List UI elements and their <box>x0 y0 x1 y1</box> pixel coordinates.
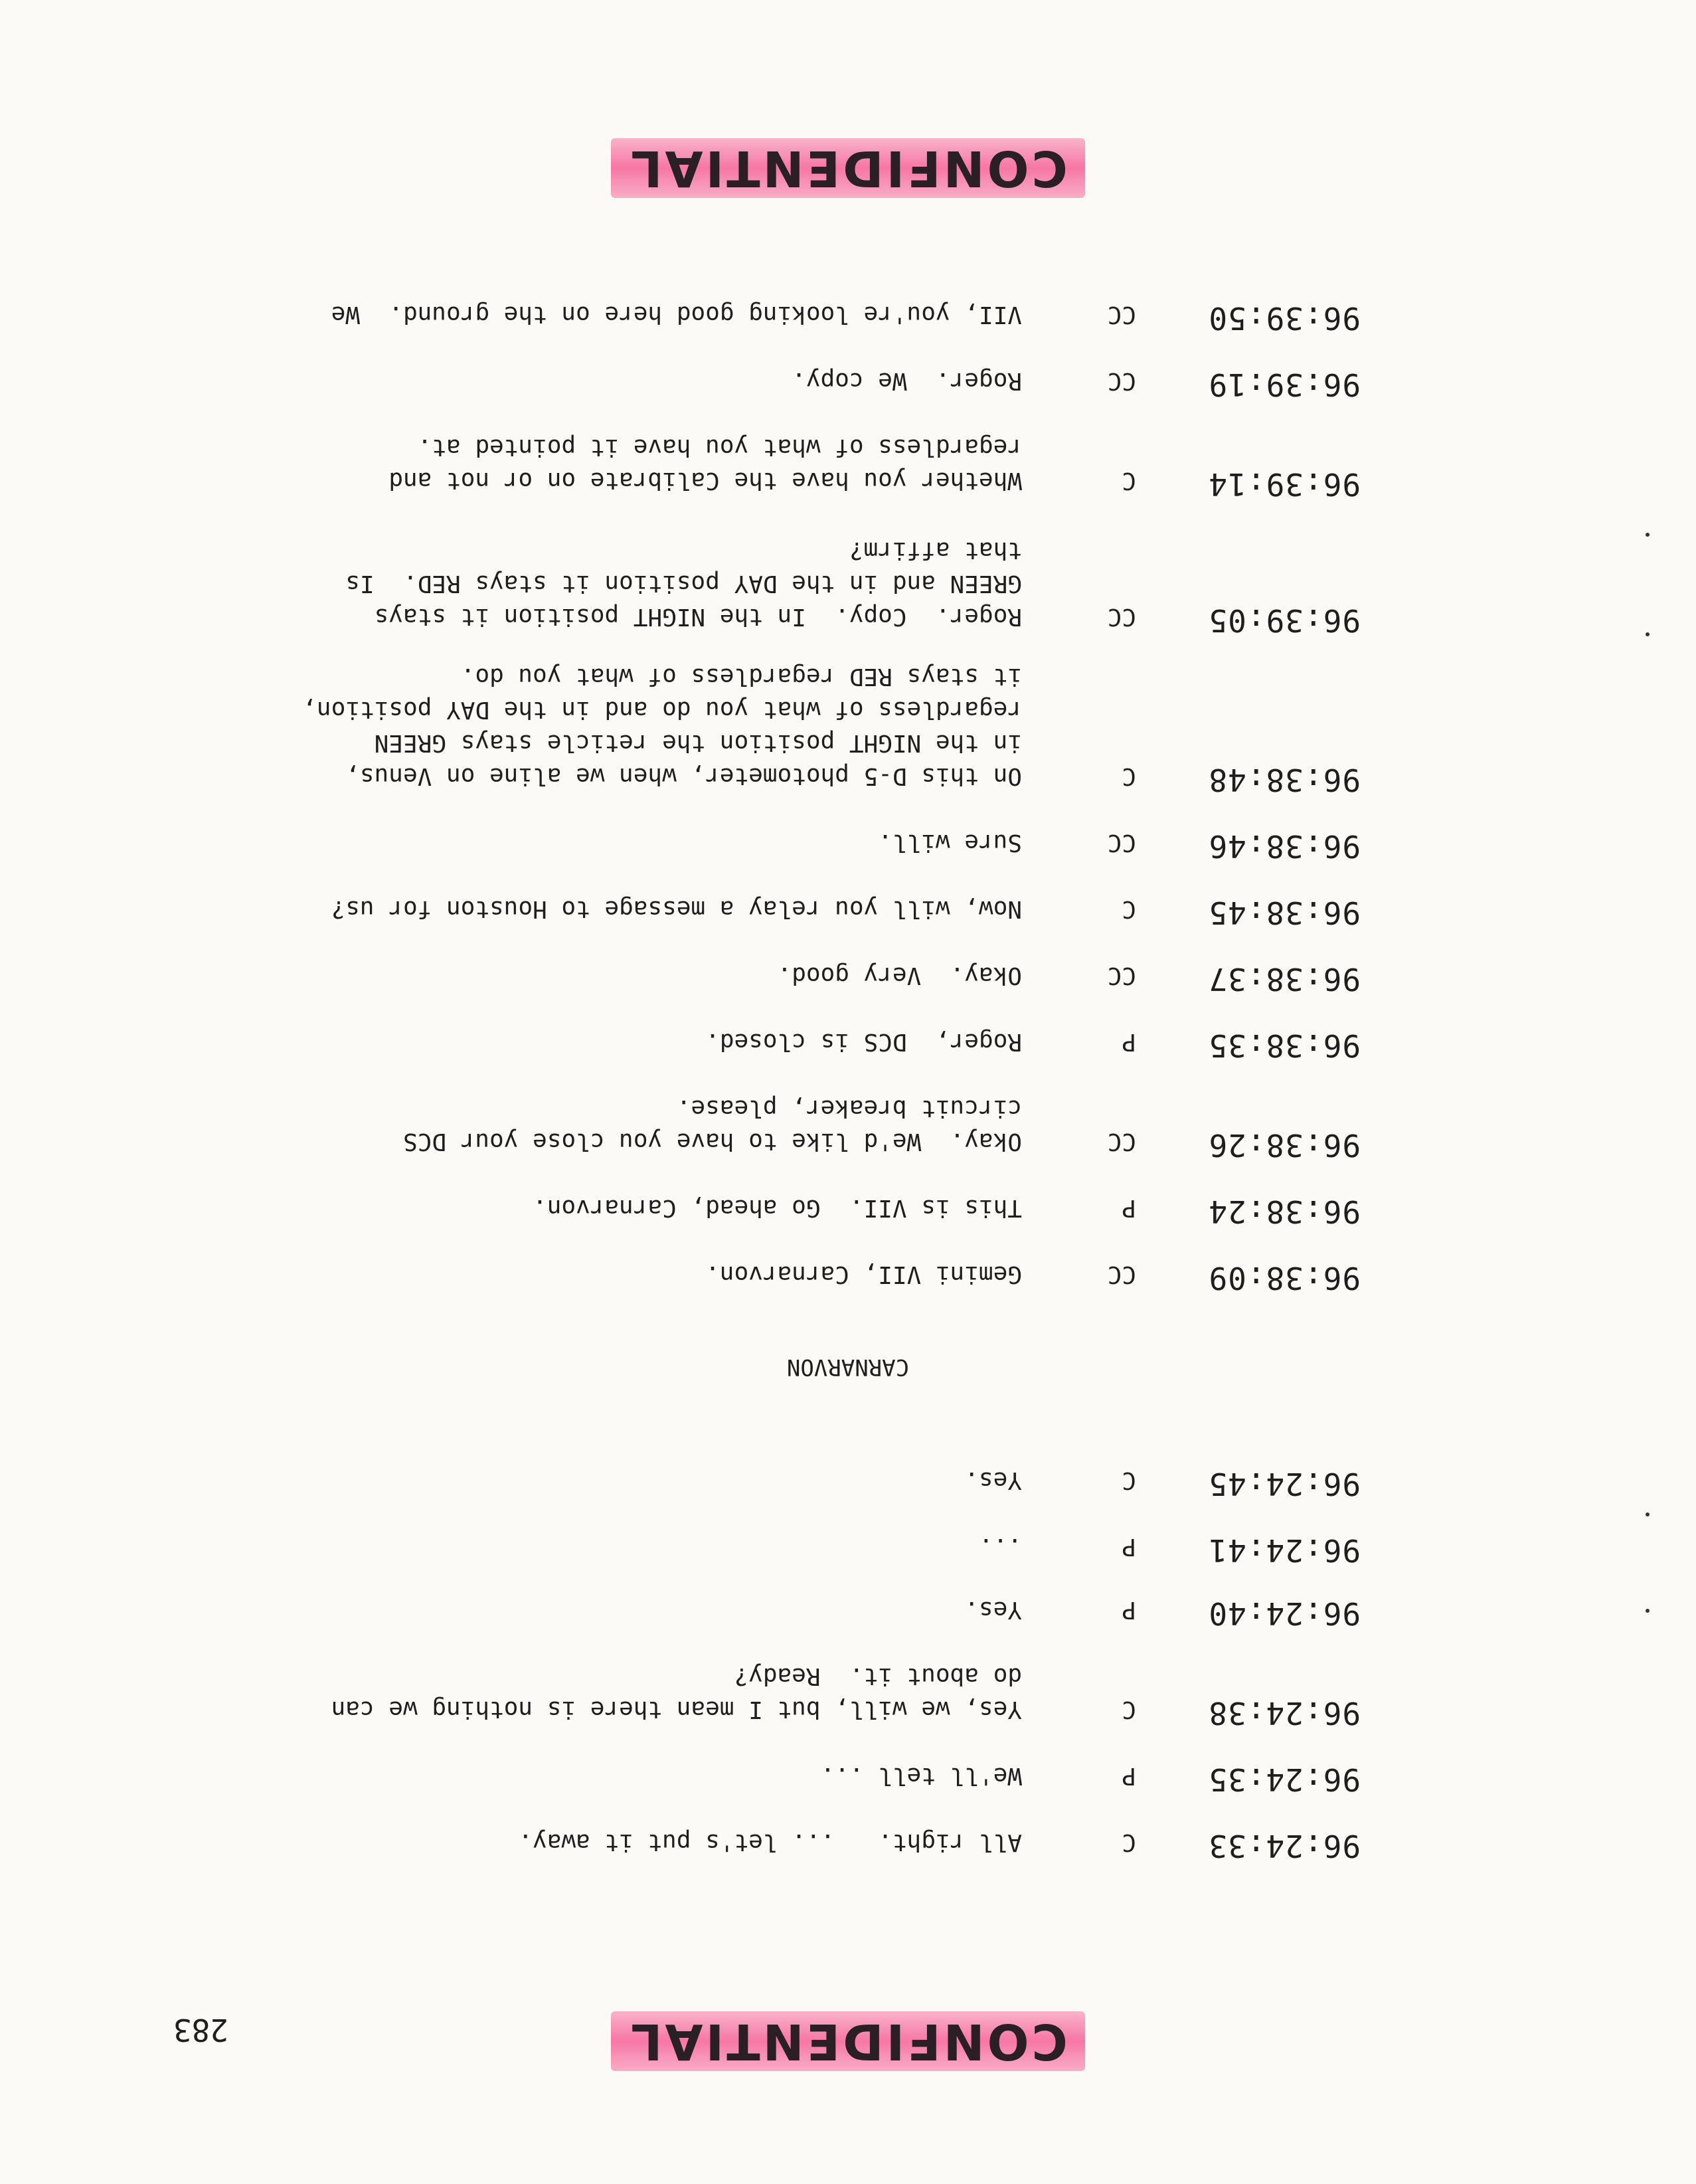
page-number: 283 <box>173 2012 228 2048</box>
timestamp: 96:24:41 <box>1208 1532 1361 1568</box>
utterance-line: Yes. <box>964 1596 1022 1623</box>
utterance-line: We'll tell ... <box>820 1762 1022 1789</box>
speaker: P <box>1122 1596 1136 1623</box>
timestamp: 96:39:19 <box>1208 367 1361 403</box>
speaker: P <box>1122 1028 1136 1055</box>
utterance-line: GREEN and in the DAY position it stays RED. Is <box>345 570 1022 597</box>
timestamp: 96:24:33 <box>1208 1828 1361 1864</box>
timestamp: 96:38:35 <box>1208 1028 1361 1063</box>
utterance-line: Roger. We copy. <box>792 367 1022 395</box>
utterance-line: Roger. Copy. In the NIGHT position it stays <box>374 603 1022 630</box>
timestamp: 96:38:09 <box>1208 1260 1361 1296</box>
utterance-line: All right. ... let's put it away. <box>518 1829 1022 1856</box>
utterance-line: Now, will you relay a message to Houston for us? <box>331 895 1022 923</box>
utterance <box>172 660 1022 792</box>
utterance <box>172 1593 1022 1626</box>
margin-mark <box>1646 1512 1650 1516</box>
utterance <box>172 298 1022 331</box>
utterance-line: circuit breaker, please. <box>676 1095 1022 1122</box>
utterance-line: it stays RED regardless of what you do. <box>460 663 1022 690</box>
confidential-stamp-bottom <box>0 138 1696 198</box>
confidential-stamp-text: CONFIDENTIAL <box>611 2011 1085 2071</box>
speaker: P <box>1122 1762 1136 1789</box>
utterance-line: Yes. <box>964 1467 1022 1494</box>
speaker: C <box>1122 1829 1136 1856</box>
utterance-line: do about it. Ready? <box>734 1663 1022 1690</box>
utterance <box>172 1091 1022 1158</box>
speaker: CC <box>1107 829 1136 856</box>
margin-mark <box>1646 1609 1650 1613</box>
utterance <box>172 1191 1022 1224</box>
margin-mark <box>1646 533 1650 537</box>
utterance-line: Gemini VII, Carnarvon. <box>705 1261 1022 1288</box>
utterance-line: Yes, we will, but I mean there is nothing we can <box>331 1696 1022 1723</box>
speaker: P <box>1122 1194 1136 1222</box>
timestamp: 96:38:26 <box>1208 1127 1361 1163</box>
utterance-line: Whether you have the Calibrate on or not and <box>388 467 1022 494</box>
confidential-stamp-text: CONFIDENTIAL <box>611 138 1085 198</box>
utterance <box>172 1257 1022 1291</box>
utterance <box>172 826 1022 859</box>
utterance-line: Sure will. <box>878 829 1022 856</box>
utterance <box>172 892 1022 925</box>
margin-mark <box>1646 632 1650 636</box>
utterance <box>172 364 1022 397</box>
timestamp: 96:24:38 <box>1208 1695 1361 1731</box>
utterance <box>172 1659 1022 1726</box>
speaker: CC <box>1107 1128 1136 1155</box>
timestamp: 96:38:48 <box>1208 762 1361 798</box>
speaker: CC <box>1107 367 1136 395</box>
utterance-line: VII, you're looking good here on the ground. We <box>331 301 1022 328</box>
utterance-line: Okay. We'd like to have you close your DCS <box>403 1128 1022 1155</box>
utterance-line: that affirm? <box>849 537 1022 564</box>
timestamp: 96:38:45 <box>1208 895 1361 931</box>
timestamp: 96:38:37 <box>1208 961 1361 997</box>
timestamp: 96:24:45 <box>1208 1466 1361 1502</box>
utterance-line: Okay. Very good. <box>777 962 1022 989</box>
speaker: C <box>1122 763 1136 790</box>
utterance <box>172 1463 1022 1497</box>
timestamp: 96:39:05 <box>1208 602 1361 638</box>
utterance-line: regardless of what you have it pointed at. <box>417 434 1022 461</box>
timestamp: 96:39:14 <box>1208 466 1361 502</box>
timestamp: 96:39:50 <box>1208 300 1361 336</box>
speaker: C <box>1122 895 1136 923</box>
utterance <box>172 1025 1022 1058</box>
speaker: CC <box>1107 603 1136 630</box>
utterance <box>172 1759 1022 1792</box>
utterance-line: regardless of what you do and in the DAY position, <box>302 696 1022 723</box>
utterance-line: in the NIGHT position the reticle stays GREEN <box>374 729 1022 757</box>
utterance <box>172 430 1022 497</box>
speaker: CC <box>1107 962 1136 989</box>
utterance <box>172 1530 1022 1563</box>
utterance-line: This is VII. Go ahead, Carnarvon. <box>533 1194 1022 1222</box>
utterance-line: Roger, DCS is closed. <box>705 1028 1022 1055</box>
utterance <box>172 533 1022 633</box>
speaker: C <box>1122 467 1136 494</box>
speaker: P <box>1122 1533 1136 1560</box>
utterance <box>172 958 1022 992</box>
utterance-line: ... <box>978 1533 1022 1560</box>
timestamp: 96:38:24 <box>1208 1194 1361 1229</box>
timestamp: 96:24:40 <box>1208 1595 1361 1631</box>
speaker: CC <box>1107 301 1136 328</box>
speaker: CC <box>1107 1261 1136 1288</box>
utterance-line: On this D-5 photometer, when we aline on Venus, <box>345 763 1022 790</box>
section-heading: CARNARVON <box>786 1354 910 1380</box>
speaker: C <box>1122 1696 1136 1723</box>
timestamp: 96:38:46 <box>1208 828 1361 864</box>
timestamp: 96:24:35 <box>1208 1762 1361 1797</box>
utterance <box>172 1825 1022 1859</box>
confidential-stamp-top <box>0 2011 1696 2071</box>
speaker: C <box>1122 1467 1136 1494</box>
